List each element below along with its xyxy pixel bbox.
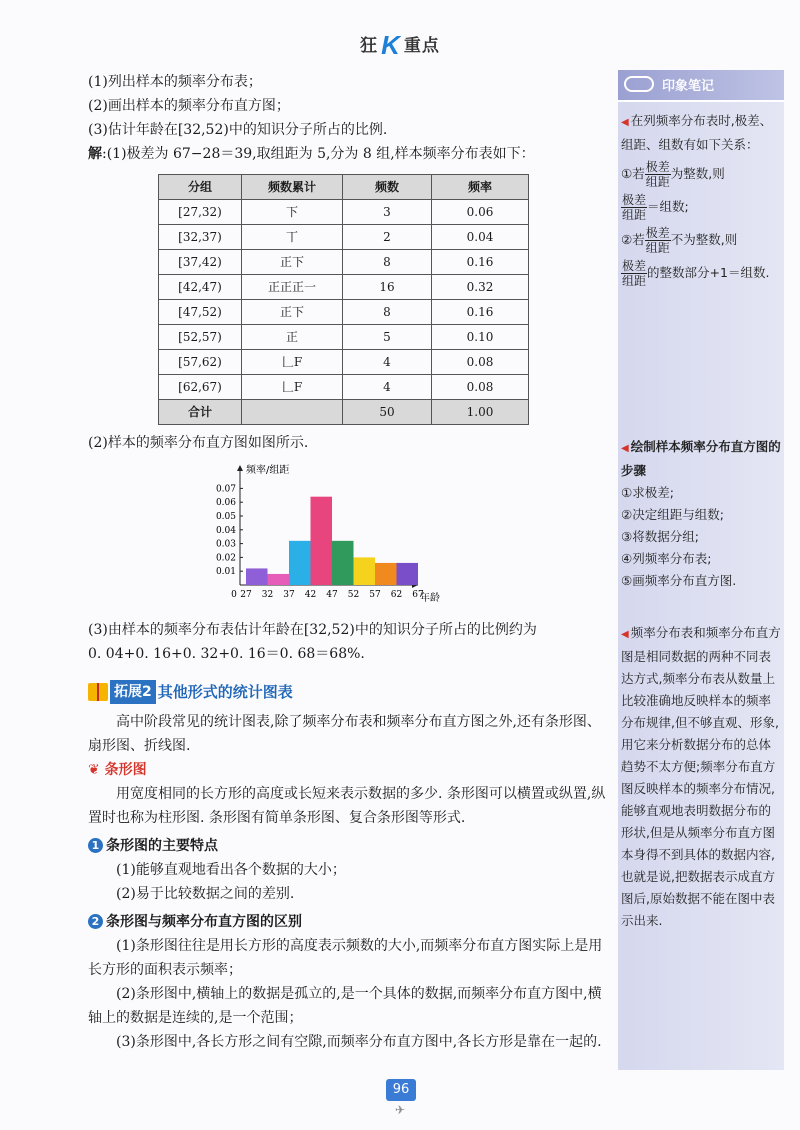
fraction-numerator: 极差 — [645, 226, 670, 240]
table-cell: [47,52) — [159, 300, 242, 325]
histogram-bar — [354, 557, 376, 585]
table-cell: 合计 — [159, 400, 242, 425]
features-item: (1)能够直观地看出各个数据的大小； — [116, 862, 346, 878]
histogram-bar — [246, 568, 268, 585]
features-heading — [88, 834, 608, 858]
table-header: 频数累计 — [242, 175, 343, 200]
answer3-line2: 0. 04+0. 16+0. 32+0. 16＝0. 68＝68%. — [88, 646, 365, 662]
note2-title — [621, 436, 781, 482]
table-cell: 0.08 — [432, 350, 529, 375]
note1-b-suffix: ＝组数; — [647, 199, 689, 214]
table-cell: 下 — [242, 200, 343, 225]
table-total-row — [159, 400, 529, 425]
bar-chart-text: 用宽度相同的长方形的高度或长短来表示数据的多少. 条形图可以横置或纵置,纵置时也称为柱形图. 条形图有简单条形图、复合条形图等形式. — [88, 786, 606, 826]
number-badge: 2 — [88, 914, 103, 929]
note1-c-suffix: 不为整数,则 — [670, 232, 738, 247]
note2-step: ①求极差; — [621, 485, 674, 500]
note-table-vs-histogram — [621, 622, 781, 932]
note1-c-prefix: ②若 — [621, 232, 645, 247]
y-axis-label: 频率/组距 — [246, 465, 290, 476]
fraction-numerator: 极差 — [645, 160, 670, 174]
solution-label: 解 — [88, 146, 102, 162]
note1-a — [621, 160, 781, 189]
x-tick-label: 47 — [326, 590, 338, 600]
histogram-bar — [289, 541, 311, 585]
features-title: 条形图的主要特点 — [106, 838, 218, 854]
y-tick-label: 0.06 — [215, 498, 236, 509]
frequency-table — [158, 174, 529, 425]
question-1: (1)列出样本的频率分布表； — [88, 74, 262, 90]
extension-title: 其他形式的统计图表 — [157, 683, 293, 701]
table-cell: 1.00 — [432, 400, 529, 425]
notes-icon — [624, 76, 654, 92]
y-tick-label: 0.07 — [215, 484, 236, 495]
histogram-bar — [268, 574, 290, 585]
table-row — [159, 375, 529, 400]
table-cell: 50 — [343, 400, 432, 425]
fraction — [645, 160, 671, 189]
table-cell: 3 — [343, 200, 432, 225]
table-cell — [242, 400, 343, 425]
triangle-icon: ◀ — [621, 443, 629, 454]
table-cell: 4 — [343, 375, 432, 400]
table-cell: 0.04 — [432, 225, 529, 250]
header-right: 重点 — [403, 36, 440, 56]
table-cell: [32,37) — [159, 225, 242, 250]
main-column — [88, 70, 608, 1054]
table-row — [159, 200, 529, 225]
histogram-bar — [375, 563, 397, 585]
x-tick-label: 57 — [369, 590, 381, 600]
note1-c — [621, 226, 781, 255]
y-axis-arrow — [237, 465, 243, 471]
table-cell: 0.32 — [432, 275, 529, 300]
y-tick-label: 0.04 — [215, 525, 236, 536]
origin-label: 0 — [231, 590, 237, 600]
table-row — [159, 250, 529, 275]
note2-step: ④列频率分布表; — [621, 551, 712, 566]
x-tick-label: 62 — [390, 590, 403, 600]
note-range-groups — [621, 110, 781, 288]
fraction — [645, 226, 671, 255]
header-k-logo: K — [381, 30, 401, 60]
note-histogram-steps — [621, 436, 781, 592]
histogram-bar — [332, 541, 354, 585]
table-cell: 0.10 — [432, 325, 529, 350]
table-row — [159, 350, 529, 375]
sidebar-title: 印象笔记 — [662, 79, 715, 94]
fraction-denominator: 组距 — [645, 241, 670, 255]
table-row — [159, 225, 529, 250]
note2-step: ③将数据分组; — [621, 529, 699, 544]
note1-d — [621, 259, 781, 288]
sidebar-title-bar — [618, 70, 784, 102]
note1-b — [621, 193, 781, 222]
table-cell: 𠃊F — [242, 350, 343, 375]
table-cell: 0.16 — [432, 250, 529, 275]
x-tick-label: 42 — [304, 590, 317, 600]
running-header — [0, 30, 800, 61]
histogram-bar — [311, 497, 333, 585]
solution-line — [88, 142, 608, 166]
note1-intro — [621, 110, 781, 156]
note3-text: 频率分布表和频率分布直方图是相同数据的两种不同表达方式,频率分布表从数量上比较准确地反映样本的频率分布规律,但不够直观、形象,用它来分析数据分布的总体趋势不太方便;频率分布直方图反映样本的频率分布情况,能够直观地表明数据分布的形状,但是从频率分布直方图本身得不到具体的数据内容,也就是说,把数据表示成直方图后,原始数据不能在图中表示出来. — [621, 625, 781, 928]
table-cell: 8 — [343, 300, 432, 325]
extension-intro: 高中阶段常见的统计图表,除了频率分布表和频率分布直方图之外,还有条形图、扇形图、折线图. — [88, 714, 601, 754]
y-tick-label: 0.03 — [215, 539, 236, 550]
answer3-line1: (3)由样本的频率分布表估计年龄在[32,52)中的知识分子所占的比例约为 — [88, 622, 537, 638]
header-left: 狂 — [360, 36, 379, 56]
histogram-chart — [206, 461, 446, 606]
fraction — [621, 259, 647, 288]
x-tick-label: 32 — [261, 590, 274, 600]
fraction-denominator: 组距 — [622, 208, 647, 222]
triangle-icon: ◀ — [621, 117, 629, 128]
table-cell: 𠃊F — [242, 375, 343, 400]
table-cell: 正下 — [242, 300, 343, 325]
histogram-caption: (2)样本的频率分布直方图如图所示. — [88, 435, 309, 451]
table-cell: 8 — [343, 250, 432, 275]
table-cell: 0.08 — [432, 375, 529, 400]
bar-chart-title: 条形图 — [104, 762, 147, 778]
table-cell: 正下 — [242, 250, 343, 275]
fraction-numerator: 极差 — [622, 259, 647, 273]
x-tick-label: 52 — [347, 590, 360, 600]
note2-title-text: 绘制样本频率分布直方图的步骤 — [621, 439, 781, 478]
note3 — [621, 622, 781, 932]
table-cell: [42,47) — [159, 275, 242, 300]
y-tick-label: 0.02 — [215, 553, 236, 564]
table-cell: 正正正一 — [242, 275, 343, 300]
page-number: 96 — [386, 1079, 416, 1101]
histogram-wrap — [206, 461, 608, 614]
difference-title: 条形图与频率分布直方图的区别 — [106, 914, 302, 930]
table-cell: 正 — [242, 325, 343, 350]
table-cell: 丅 — [242, 225, 343, 250]
fraction-denominator: 组距 — [645, 175, 670, 189]
table-cell: [52,57) — [159, 325, 242, 350]
difference-heading — [88, 910, 608, 934]
difference-item: (2)条形图中,横轴上的数据是孤立的,是一个具体的数据,而频率分布直方图中,横轴上的数据是连续的,是一个范围； — [88, 986, 602, 1026]
note1-intro-text: 在列频率分布表时,极差、组距、组数有如下关系： — [621, 113, 773, 152]
x-tick-label: 27 — [240, 590, 252, 600]
bird-icon: ✈ — [395, 1103, 406, 1117]
table-cell: 5 — [343, 325, 432, 350]
extension-heading — [88, 680, 608, 704]
x-tick-label: 67 — [412, 590, 424, 600]
table-cell: 4 — [343, 350, 432, 375]
x-tick-label: 37 — [283, 590, 295, 600]
table-header: 分组 — [159, 175, 242, 200]
y-tick-label: 0.05 — [215, 512, 236, 522]
table-row — [159, 300, 529, 325]
fraction-numerator: 极差 — [622, 193, 647, 207]
table-header-row — [159, 175, 529, 200]
histogram-bar — [397, 563, 419, 585]
note2-step: ②决定组距与组数; — [621, 507, 724, 522]
y-tick-label: 0.01 — [215, 567, 236, 578]
table-row — [159, 325, 529, 350]
features-item: (2)易于比较数据之间的差别. — [116, 886, 295, 902]
note1-a-suffix: 为整数,则 — [670, 166, 725, 181]
table-cell: 2 — [343, 225, 432, 250]
table-header: 频率 — [432, 175, 529, 200]
leaf-icon: ❦ — [88, 762, 105, 778]
fraction — [621, 193, 647, 222]
bar-chart-heading — [88, 758, 608, 782]
table-cell: 0.16 — [432, 300, 529, 325]
difference-item: (1)条形图往往是用长方形的高度表示频数的大小,而频率分布直方图实际上是用长方形的面积表示频率； — [88, 938, 603, 978]
note2-step: ⑤画频率分布直方图. — [621, 573, 737, 588]
question-3: (3)估计年龄在[32,52)中的知识分子所占的比例. — [88, 122, 388, 138]
notes-sidebar — [618, 70, 784, 1070]
table-cell: [37,42) — [159, 250, 242, 275]
table-cell: [57,62) — [159, 350, 242, 375]
table-cell: [27,32) — [159, 200, 242, 225]
note1-d-suffix: 的整数部分+1＝组数. — [647, 265, 770, 280]
book-icon — [88, 683, 108, 701]
table-cell: [62,67) — [159, 375, 242, 400]
table-cell: 0.06 — [432, 200, 529, 225]
number-badge: 1 — [88, 838, 103, 853]
solution-text: :(1)极差为 67−28＝39,取组距为 5,分为 8 组,样本频率分布表如下： — [102, 146, 535, 162]
extension-badge: 拓展2 — [110, 680, 156, 704]
difference-item: (3)条形图中,各长方形之间有空隙,而频率分布直方图中,各长方形是靠在一起的. — [116, 1034, 602, 1050]
note1-a-prefix: ①若 — [621, 166, 645, 181]
triangle-icon: ◀ — [621, 629, 629, 640]
question-2: (2)画出样本的频率分布直方图； — [88, 98, 290, 114]
x-axis-label: 年龄 — [420, 593, 440, 604]
table-cell: 16 — [343, 275, 432, 300]
table-header: 频数 — [343, 175, 432, 200]
fraction-denominator: 组距 — [622, 274, 647, 288]
table-row — [159, 275, 529, 300]
